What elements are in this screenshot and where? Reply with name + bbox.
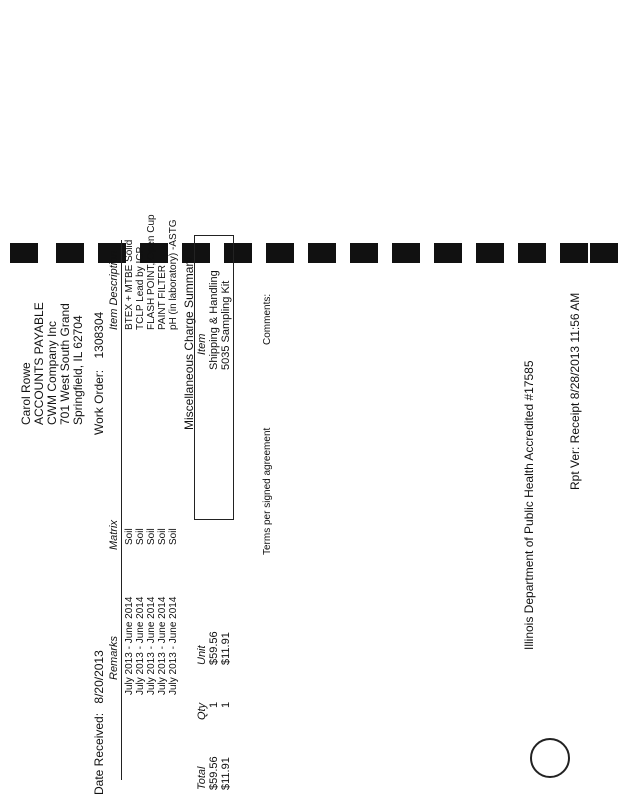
work-order-value: 1308304	[92, 311, 106, 359]
date-received-value: 8/20/2013	[92, 650, 106, 704]
seal-icon	[530, 738, 570, 778]
table-row: FLASH POINT, Open Cup	[146, 214, 157, 330]
address-dept: ACCOUNTS PAYABLE	[32, 302, 46, 425]
row-remarks: July 2013 - June 2014	[157, 596, 168, 695]
misc-title: Miscellaneous Charge Summary	[182, 256, 196, 430]
misc-unit: $59.56	[208, 631, 220, 665]
analysis-header-remarks: Remarks	[108, 635, 120, 680]
address-block	[20, 302, 85, 425]
row-matrix: Soil	[124, 528, 135, 545]
work-order	[92, 312, 106, 435]
row-matrix: Soil	[168, 528, 179, 545]
misc-header-qty: Qty	[196, 702, 208, 720]
report-footer: Rpt Ver: Receipt 8/28/2013 11:56 AM	[568, 292, 582, 490]
analysis-header-rule	[121, 240, 122, 780]
misc-unit: $11.91	[220, 632, 232, 665]
misc-qty: 1	[220, 701, 232, 708]
address-street: 701 West South Grand	[58, 303, 72, 425]
row-remarks: July 2013 - June 2014	[146, 596, 157, 695]
table-row: pH (in laboratory) -ASTG	[168, 219, 179, 330]
table-row: BTEX + MTBE Solid	[124, 239, 135, 330]
analysis-header-item: Item Description	[108, 250, 120, 330]
misc-total: $11.91	[220, 757, 232, 790]
work-order-label: Work Order:	[92, 369, 106, 435]
date-received	[92, 650, 106, 795]
address-city: Springfield, IL 62704	[71, 315, 85, 425]
address-company: CWM Company Inc	[45, 320, 59, 425]
misc-total: $59.56	[208, 756, 220, 790]
row-matrix: Soil	[157, 528, 168, 545]
row-remarks: July 2013 - June 2014	[168, 596, 179, 695]
comments-label: Comments:	[262, 293, 273, 345]
address-name: Carol Rowe	[19, 362, 33, 425]
table-row: TCLP Lead by ICP	[135, 246, 146, 330]
row-matrix: Soil	[135, 528, 146, 545]
accreditation-line: Illinois Department of Public Health Accredited #17585	[522, 360, 536, 650]
misc-qty: 1	[208, 701, 220, 708]
date-received-label: Date Received:	[92, 712, 106, 795]
misc-header-item: Item	[196, 333, 208, 355]
analysis-header-matrix: Matrix	[108, 520, 120, 550]
table-row: 5035 Sampling Kit	[220, 280, 232, 370]
row-remarks: July 2013 - June 2014	[135, 596, 146, 695]
table-row: PAINT FILTER	[157, 264, 168, 330]
row-matrix: Soil	[146, 528, 157, 545]
misc-header-total: Total	[196, 766, 208, 790]
table-row: Shipping & Handling	[208, 270, 220, 370]
comments-value: Terms per signed agreement	[262, 427, 273, 555]
misc-header-unit: Unit	[196, 645, 208, 665]
row-remarks: July 2013 - June 2014	[124, 596, 135, 695]
